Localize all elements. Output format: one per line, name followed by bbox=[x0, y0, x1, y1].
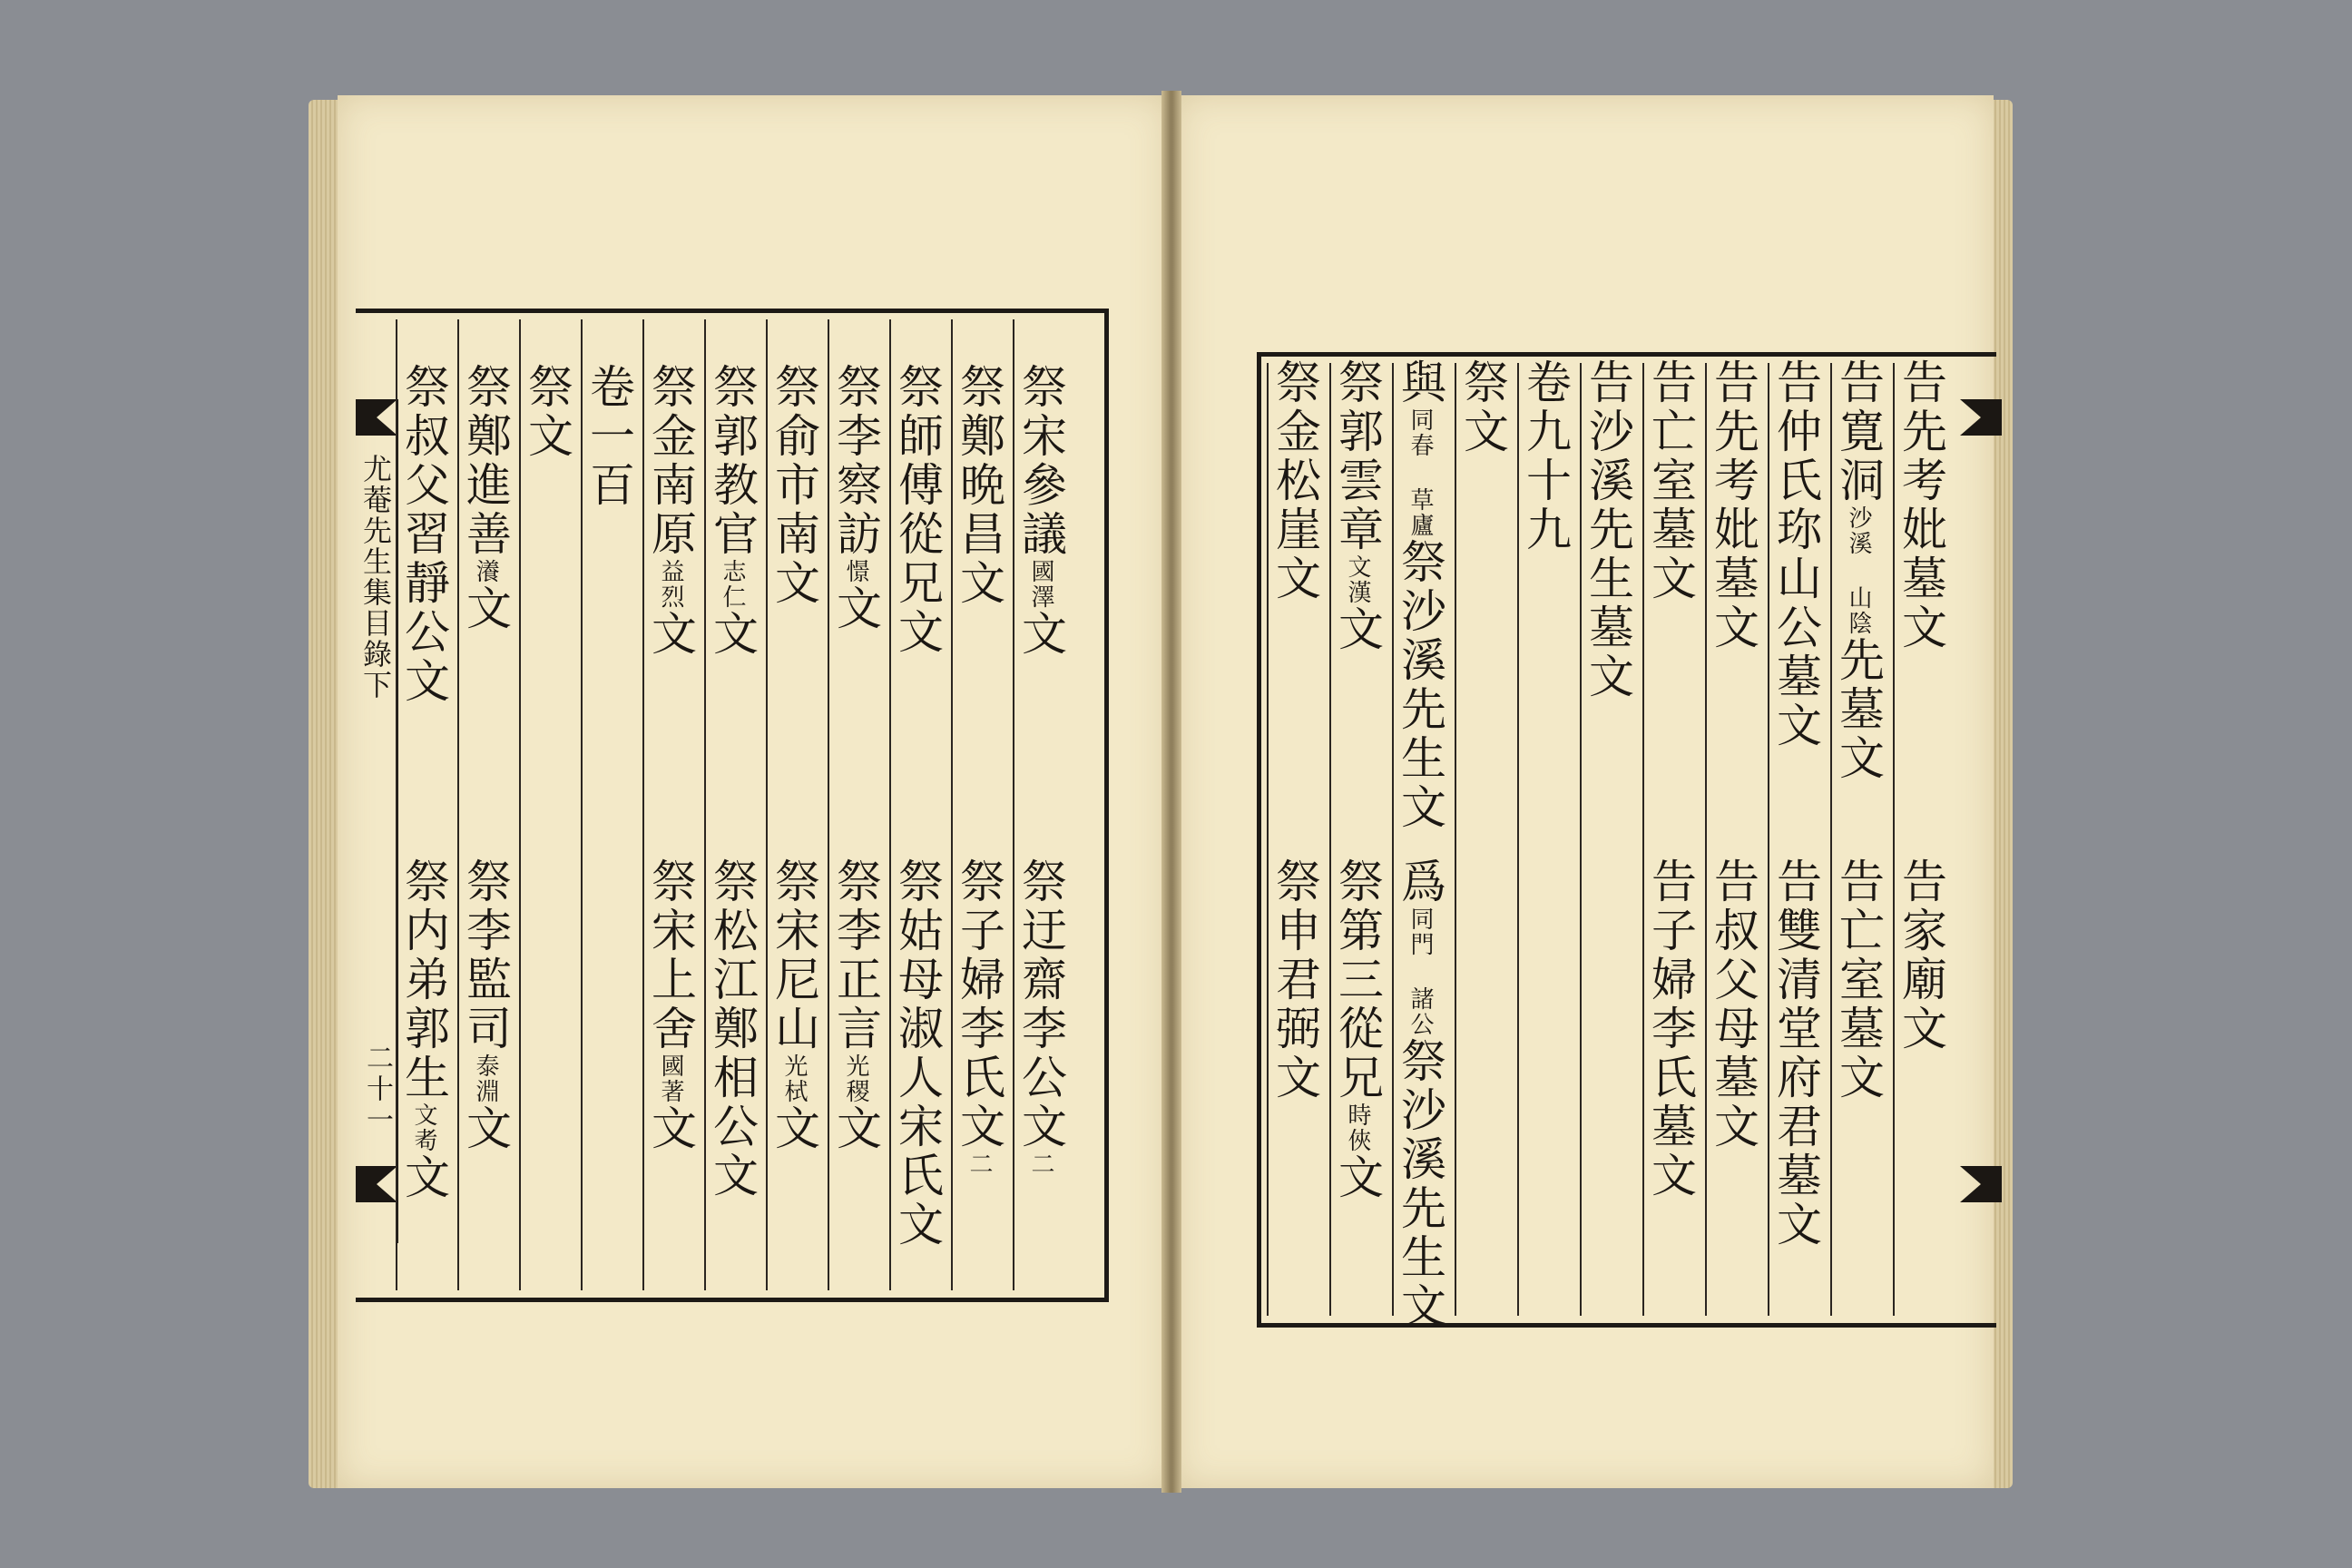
toc-entry bbox=[397, 858, 450, 1202]
entry-ending: 祭沙溪先生文 bbox=[1394, 538, 1446, 832]
entry-title: 祭文 bbox=[1456, 358, 1509, 456]
entry-ending: 祭沙溪先生文 bbox=[1394, 1037, 1446, 1331]
entry-title: 祭鄭進善 bbox=[459, 363, 512, 559]
entry-annotation: 光稷 bbox=[842, 1054, 869, 1104]
entry-title: 祭郭雲章 bbox=[1331, 358, 1384, 554]
entry-ending: 文 bbox=[644, 610, 697, 659]
toc-entry bbox=[706, 363, 759, 659]
entry-title: 祭鄭晩昌文 bbox=[953, 363, 1005, 608]
entry-ending: 文 bbox=[1014, 610, 1067, 659]
entry-annotation: 光栻 bbox=[780, 1054, 808, 1104]
entry-title: 祭姑母淑人宋氏文 bbox=[891, 858, 944, 1250]
entry-annotation: 國著 bbox=[657, 1054, 684, 1104]
entry-title: 告亡室墓文 bbox=[1644, 358, 1697, 603]
entry-annotation: 益烈 bbox=[657, 559, 684, 610]
entry-title: 祭師傅從兄文 bbox=[891, 363, 944, 657]
entry-title: 告亡室墓文 bbox=[1832, 858, 1885, 1102]
margin-title: 尤菴先生集目錄下 bbox=[358, 454, 393, 701]
entry-annotation: 同春 草廬 bbox=[1406, 407, 1434, 538]
entry-annotation: 沙溪 山陰 bbox=[1845, 505, 1872, 636]
entry-annotation: 憬 bbox=[842, 559, 869, 584]
toc-entry bbox=[829, 858, 882, 1153]
entry-title: 告雙清堂府君墓文 bbox=[1769, 858, 1822, 1250]
column-rule bbox=[519, 319, 521, 1290]
toc-entry bbox=[397, 363, 450, 706]
toc-entry bbox=[583, 363, 635, 510]
entry-title: 祭李正言 bbox=[829, 858, 882, 1054]
entry-title: 祭申君弼文 bbox=[1269, 858, 1321, 1102]
entry-ending: 文 bbox=[397, 1153, 450, 1202]
entry-annotation: 志仁 bbox=[719, 559, 746, 610]
toc-entry bbox=[644, 858, 697, 1153]
entry-title: 祭宋尼山 bbox=[768, 858, 820, 1054]
entry-annotation: 瀁 bbox=[472, 559, 499, 584]
toc-entry bbox=[521, 363, 573, 461]
book-gutter bbox=[1161, 91, 1181, 1493]
right-page-frame bbox=[1257, 352, 1996, 1328]
entry-ending: 文 bbox=[1331, 605, 1384, 654]
entry-title: 告子婦李氏墓文 bbox=[1644, 858, 1697, 1200]
toc-entry bbox=[891, 363, 944, 657]
entry-annotation: 同門 諸公 bbox=[1406, 906, 1434, 1037]
toc-entry bbox=[1014, 858, 1067, 1177]
page-number: 二十一 bbox=[361, 1044, 393, 1136]
entry-title: 告先考妣墓文 bbox=[1895, 358, 1947, 652]
entry-title: 祭俞市南文 bbox=[768, 363, 820, 608]
entry-ending: 先墓文 bbox=[1832, 636, 1885, 783]
entry-ending: 文 bbox=[829, 584, 882, 633]
entry-title: 祭李監司 bbox=[459, 858, 512, 1054]
entry-title: 祭文 bbox=[521, 363, 573, 461]
entry-title: 祭李察訪 bbox=[829, 363, 882, 559]
entry-ending: 文 bbox=[829, 1104, 882, 1153]
entry-title: 祭迂齋李公文 bbox=[1014, 858, 1067, 1152]
entry-title: 祭宋參議 bbox=[1014, 363, 1067, 559]
entry-title: 祭金松崖文 bbox=[1269, 358, 1321, 603]
entry-annotation: 國澤 bbox=[1027, 559, 1054, 610]
entry-title: 告家廟文 bbox=[1895, 858, 1947, 1054]
entry-annotation: 時俠 bbox=[1344, 1102, 1371, 1153]
entry-ending: 文 bbox=[706, 610, 759, 659]
entry-title: 告叔父母墓文 bbox=[1707, 858, 1759, 1152]
entry-annotation: 文漢 bbox=[1344, 554, 1371, 605]
entry-title: 爲 bbox=[1394, 858, 1446, 906]
toc-entry bbox=[953, 858, 1005, 1177]
entry-annotation: 文耇 bbox=[410, 1102, 437, 1153]
entry-ending: 文 bbox=[459, 1104, 512, 1153]
entry-title: 祭内弟郭生 bbox=[397, 858, 450, 1102]
entry-title: 祭郭教官 bbox=[706, 363, 759, 559]
toc-entry bbox=[459, 858, 512, 1153]
entry-title: 祭宋上舍 bbox=[644, 858, 697, 1054]
entry-title: 卷一百 bbox=[583, 363, 635, 510]
entry-annotation: 泰淵 bbox=[472, 1054, 499, 1104]
entry-title: 祭松江鄭相公文 bbox=[706, 858, 759, 1200]
entry-annotation: 二 bbox=[965, 1152, 993, 1177]
entry-title: 祭金南原 bbox=[644, 363, 697, 559]
entry-annotation: 二 bbox=[1027, 1152, 1054, 1177]
entry-title: 祭子婦李氏文 bbox=[953, 858, 1005, 1152]
toc-entry bbox=[768, 858, 820, 1153]
entry-title: 祭第三從兄 bbox=[1331, 858, 1384, 1102]
entry-title: 祭叔父習靜公文 bbox=[397, 363, 450, 706]
entry-ending: 文 bbox=[1331, 1153, 1384, 1202]
toc-entry bbox=[706, 858, 759, 1200]
entry-title: 告仲氏珎山公墓文 bbox=[1769, 358, 1822, 750]
toc-entry bbox=[953, 363, 1005, 608]
toc-entry bbox=[644, 363, 697, 659]
toc-entry bbox=[891, 858, 944, 1250]
entry-title: 卷九十九 bbox=[1519, 358, 1572, 554]
entry-title: 告先考妣墓文 bbox=[1707, 358, 1759, 652]
entry-title: 告寛洞 bbox=[1832, 358, 1885, 505]
entry-title: 與 bbox=[1394, 358, 1446, 407]
toc-entry bbox=[768, 363, 820, 608]
entry-ending: 文 bbox=[459, 584, 512, 633]
entry-title: 告沙溪先生墓文 bbox=[1582, 358, 1634, 701]
entry-ending: 文 bbox=[768, 1104, 820, 1153]
toc-entry bbox=[829, 363, 882, 633]
toc-entry bbox=[1014, 363, 1067, 659]
entry-ending: 文 bbox=[644, 1104, 697, 1153]
toc-entry bbox=[459, 363, 512, 633]
